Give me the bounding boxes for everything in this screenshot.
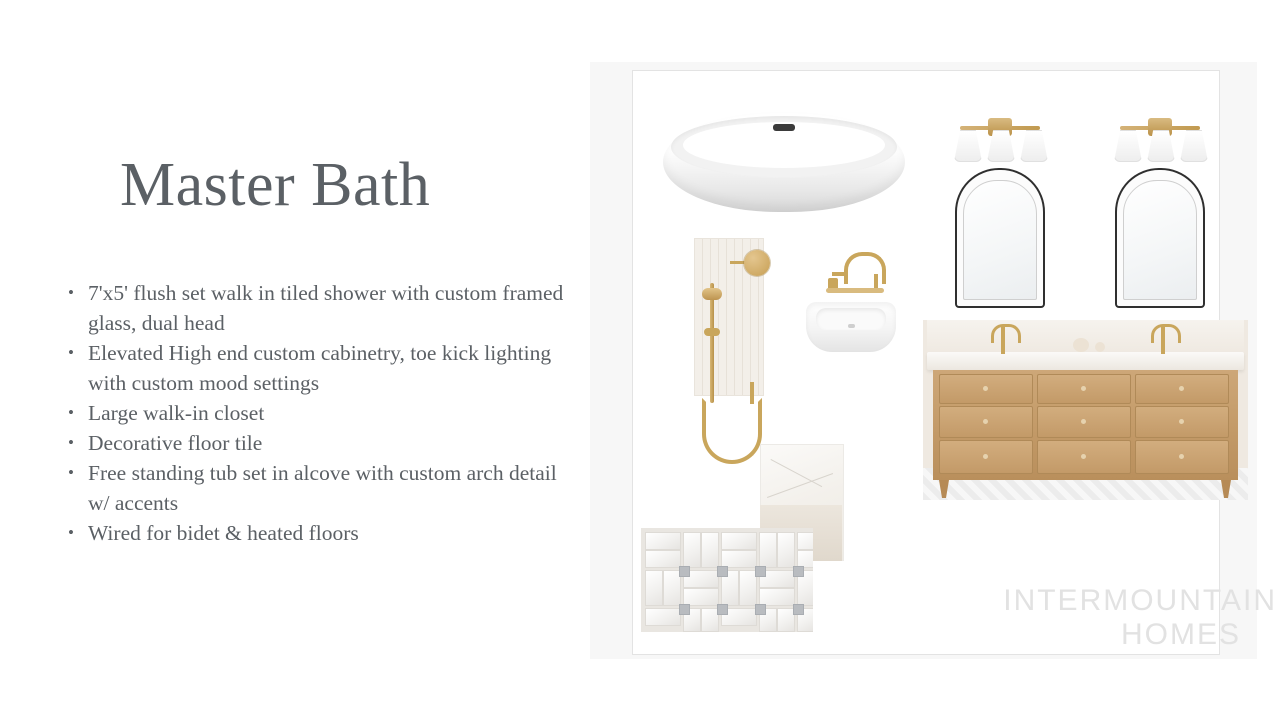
list-item: • Elevated High end custom cabinetry, toe kick lighting with custom mood settings: [62, 338, 582, 398]
wall-sconce-left: [952, 116, 1048, 166]
undermount-sink: [806, 302, 896, 352]
tile-accent-dot: [717, 566, 728, 577]
list-item: • Decorative floor tile: [62, 428, 582, 458]
drawer-knob-icon[interactable]: [1179, 454, 1184, 459]
freestanding-bathtub: [663, 112, 905, 220]
faucet-spout: [844, 252, 886, 284]
sink-drain-icon: [848, 324, 855, 328]
tile-piece: [759, 532, 777, 568]
watermark-line-1: INTERMOUNTAIN: [1003, 584, 1277, 617]
basketweave-floor-tile: [641, 528, 813, 632]
tile-piece: [683, 532, 701, 568]
feature-bullet-list: [62, 278, 582, 548]
sconce-shade: [1020, 130, 1048, 162]
drawer-knob-icon[interactable]: [1179, 419, 1184, 424]
list-item: • Large walk-in closet: [62, 398, 582, 428]
list-item: • 7'x5' flush set walk in tiled shower with custom framed glass, dual head: [62, 278, 582, 338]
tile-accent-dot: [717, 604, 728, 615]
double-vanity: [923, 320, 1248, 500]
widespread-faucet: [826, 252, 884, 296]
drawer-knob-icon[interactable]: [983, 386, 988, 391]
tile-accent-dot: [679, 604, 690, 615]
slab-vein: [771, 459, 823, 487]
watermark-line-2: HOMES: [1120, 618, 1241, 651]
wall-sconce-right: [1112, 116, 1208, 166]
tile-piece: [645, 570, 663, 606]
tile-accent-dot: [679, 566, 690, 577]
mirror-glass: [1123, 180, 1197, 300]
tile-piece: [645, 608, 681, 626]
shower-hose: [702, 398, 762, 464]
tile-piece: [645, 532, 681, 550]
drawer-knob-icon[interactable]: [1081, 454, 1086, 459]
list-item: • Wired for bidet & heated floors: [62, 518, 582, 548]
sconce-shade: [1114, 130, 1142, 162]
page-title: Master Bath: [120, 151, 431, 219]
sconce-shade: [954, 130, 982, 162]
drawer-knob-icon[interactable]: [1179, 386, 1184, 391]
drawer-knob-icon[interactable]: [983, 419, 988, 424]
hand-shower-slide-bar: [710, 283, 714, 403]
mirror-glass: [963, 180, 1037, 300]
faucet-handle-left: [832, 272, 846, 276]
tile-piece: [797, 532, 813, 550]
slab-vein: [767, 473, 833, 498]
tile-accent-dot: [755, 566, 766, 577]
slide-text-column: [0, 0, 590, 718]
tile-piece: [777, 532, 795, 568]
drawer-knob-icon[interactable]: [1081, 386, 1086, 391]
tile-piece: [721, 532, 757, 550]
vanity-faucet-arc-left: [991, 324, 1021, 343]
sconce-shade: [1180, 130, 1208, 162]
list-item: • Free standing tub set in alcove with custom arch detail w/ accents: [62, 458, 582, 518]
tile-accent-dot: [793, 604, 804, 615]
arched-mirror-left: [955, 168, 1045, 308]
tile-piece: [645, 550, 681, 568]
tile-piece: [701, 532, 719, 568]
shower-head-icon: [744, 250, 770, 276]
vanity-countertop: [927, 352, 1244, 370]
drawer-knob-icon[interactable]: [1081, 419, 1086, 424]
vanity-accessory-bowl: [1073, 338, 1089, 352]
tile-accent-dot: [793, 566, 804, 577]
shower-hose-riser: [750, 382, 754, 404]
faucet-base: [826, 288, 884, 293]
tub-overflow-icon: [773, 124, 795, 131]
drawer-knob-icon[interactable]: [983, 454, 988, 459]
vanity-accessory-jar: [1095, 342, 1105, 352]
hand-shower-head-icon: [702, 288, 722, 300]
shower-valve-icon: [704, 328, 720, 336]
arched-mirror-right: [1115, 168, 1205, 308]
tile-accent-dot: [755, 604, 766, 615]
vanity-faucet-arc-right: [1151, 324, 1181, 343]
